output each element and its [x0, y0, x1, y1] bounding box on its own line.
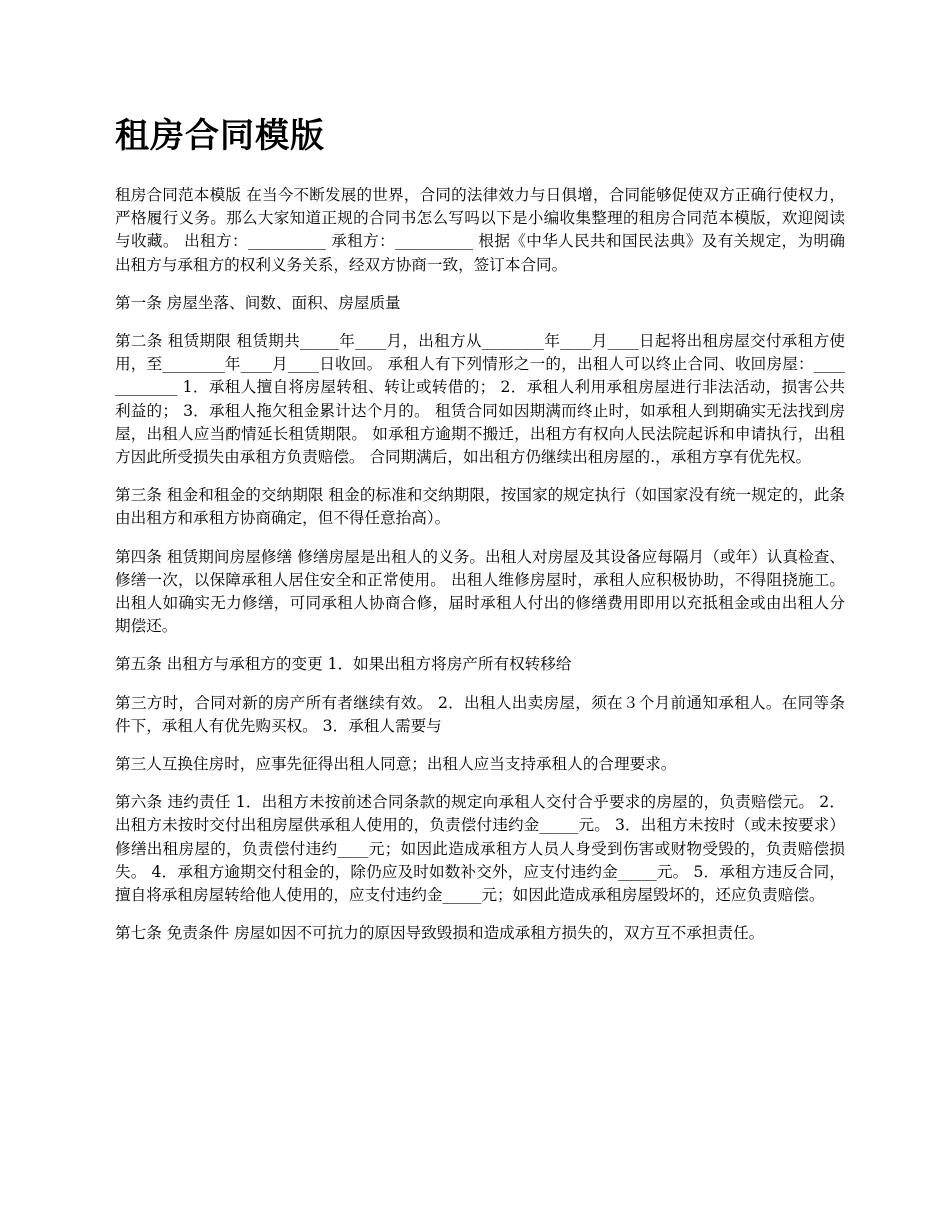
paragraph-article-5-cont-2: 第三人互换住房时，应事先征得出租人同意；出租人应当支持承租人的合理要求。 [115, 755, 677, 774]
paragraph-article-4: 第四条 租赁期间房屋修缮 修缮房屋是出租人的义务。出租人对房屋及其设备应每隔月（或年）认真检查、修缮一次，以保障承租人居住安全和正常使用。 出租人维修房屋时，承租人应积极协助，不得阻挠施工。出租人如确实无力修缮，可同承租人协商合修，届时承租人付出的修缮费用即用以充抵租金或由出租人分期偿还。 [115, 547, 845, 636]
paragraph-article-5-cont-1: 第三方时，合同对新的房产所有者继续有效。 2．出租人出卖房屋，须在３个月前通知承租人。在同等条件下，承租人有优先购买权。 3．承租人需要与 [115, 693, 845, 735]
paragraph-article-5: 第五条 出租方与承租方的变更 1．如果出租方将房产所有权转移给 [115, 655, 572, 674]
paragraph-article-1: 第一条 房屋坐落、间数、面积、房屋质量 [115, 293, 401, 312]
paragraph-article-2: 第二条 租赁期限 租赁期共_____年____月，出租方从________年____月____日起将出租房屋交付承租方使用，至________年____月____日收回。 承租人有下列情形之一的，出租人可以终止合同、收回房屋：____________ 1．承租人擅自将房屋转租、转让或转借的； 2．承租人利用承租房屋进行非法活动，损害公共利益的； 3．承租人拖欠租金累计达个月的。 租赁合同如因期满而终止时，如承租人到期确实无法找到房屋，出租人应当酌情延长租赁期限。 如承租方逾期不搬迁，出租方有权向人民法院起诉和申请执行，出租方因此所受损失由承租方负责赔偿。 合同期满后，如出租方仍继续出租房屋的.，承租方享有优先权。 [115, 332, 845, 467]
paragraph-intro: 租房合同范本模版 在当今不断发展的世界，合同的法律效力与日俱增，合同能够促使双方正确行使权力，严格履行义务。那么大家知道正规的合同书怎么写吗以下是小编收集整理的租房合同范本模版，欢迎阅读与收藏。 出租方：__________ 承租方：__________ 根据《中华人民共和国民法典》及有关规定，为明确出租方与承租方的权利义务关系，经双方协商一致，签订本合同。 [115, 186, 845, 274]
paragraph-article-3: 第三条 租金和租金的交纳期限 租金的标准和交纳期限，按国家的规定执行（如国家没有统一规定的，此条由出租方和承租方协商确定，但不得任意抬高）。 [115, 486, 845, 528]
document-title: 租房合同模版 [115, 116, 325, 156]
paragraph-article-6: 第六条 违约责任 1．出租方未按前述合同条款的规定向承租人交付合乎要求的房屋的，负责赔偿元。 2．出租方未按时交付出租房屋供承租人使用的，负责偿付违约金_____元。 3．出租方未按时（或未按要求）修缮出租房屋的，负责偿付违约____元；如因此造成承租方人员人身受到伤害或财物受毁的，负责赔偿损失。 4．承租方逾期交付租金的，除仍应及时如数补交外，应支付违约金_____元。 5．承租方违反合同，擅自将承租房屋转给他人使用的，应支付违约金_____元；如因此造成承租房屋毁坏的，还应负责赔偿。 [115, 793, 845, 905]
document-page [115, 110, 845, 960]
paragraph-article-7: 第七条 免责条件 房屋如因不可抗力的原因导致毁损和造成承租方损失的，双方互不承担责任。 [115, 924, 765, 943]
